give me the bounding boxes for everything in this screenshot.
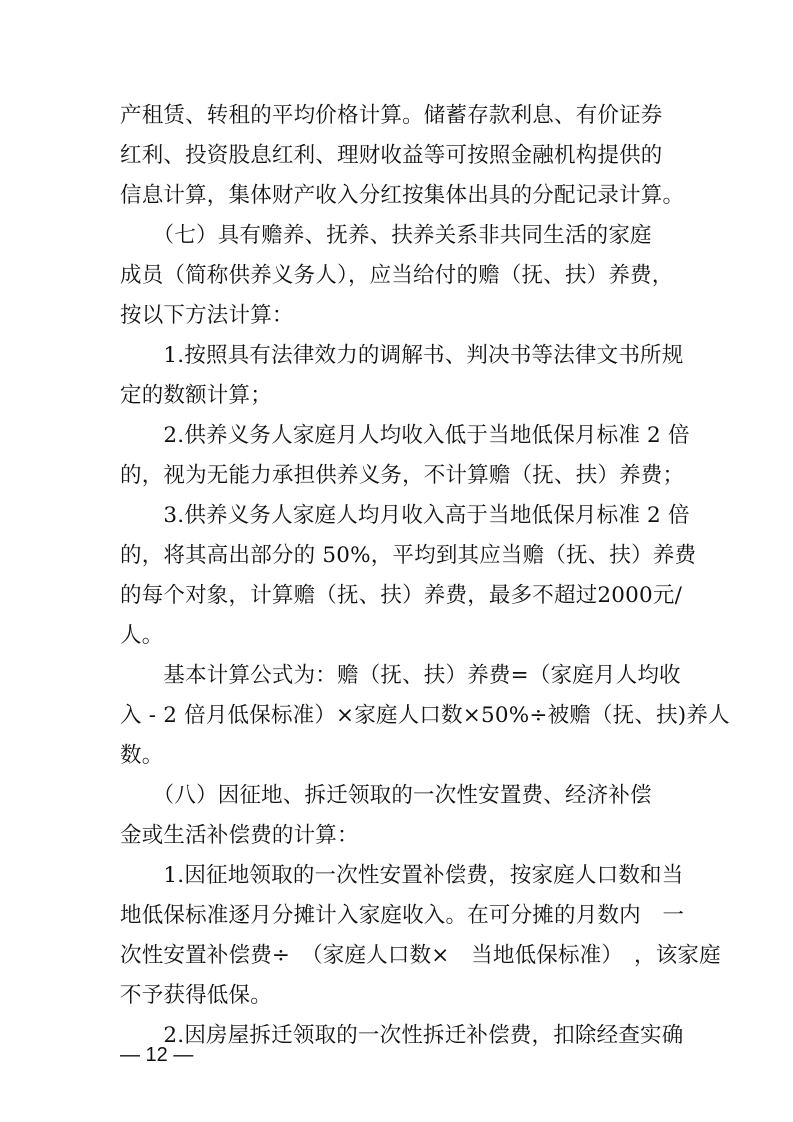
text-line: 3.供养义务人家庭人均月收入高于当地低保月标准 2 倍 [120,503,690,528]
text-line: 2.供养义务人家庭月人均收入低于当地低保月标准 2 倍 [120,423,690,448]
text-line: 次性安置补偿费÷ （家庭人口数× 当地低保标准） ，该家庭 [120,943,721,968]
text-line: 红利、投资股息红利、理财收益等可按照金融机构提供的 [120,143,663,168]
text-line: 定的数额计算； [120,383,272,408]
text-line: 信息计算，集体财产收入分红按集体出具的分配记录计算。 [120,183,685,208]
text-line: 成员（简称供养义务人），应当给付的赡（抚、扶）养费， [120,263,674,288]
text-line: 的每个对象，计算赡（抚、扶）养费，最多不超过2000元/ [120,583,683,608]
document-body [120,96,730,1056]
text-line: 数。 [120,743,164,768]
text-line: 1.因征地领取的一次性安置补偿费，按家庭人口数和当 [120,863,684,888]
text-line: 1.按照具有法律效力的调解书、判决书等法律文书所规 [120,343,684,368]
text-line: 的，将其高出部分的 50%，平均到其应当赡（抚、扶）养费 [120,543,697,568]
text-line: 金或生活补偿费的计算： [120,823,359,848]
text-line: 产租赁、转租的平均价格计算。储蓄存款利息、有价证券 [120,103,663,128]
text-line: 入 - 2 倍月低保标准）×家庭人口数×50%÷被赡（抚、扶)养人 [120,703,730,728]
text-line: 基本计算公式为：赡（抚、扶）养费=（家庭月人均收 [120,663,681,688]
text-line: 地低保标准逐月分摊计入家庭收入。在可分摊的月数内 一 [120,903,685,928]
text-line: 的，视为无能力承担供养义务，不计算赡（抚、扶）养费； [120,463,685,488]
text-line: （八）因征地、拆迁领取的一次性安置费、经济补偿 [120,783,652,808]
text-line: 人。 [120,623,164,648]
page-number: — 12 — [120,1044,194,1066]
text-line: 不予获得低保。 [120,983,272,1008]
text-line: 2.因房屋拆迁领取的一次性拆迁补偿费，扣除经查实确 [120,1023,684,1048]
text-line: 按以下方法计算： [120,303,294,328]
text-line: （七）具有赡养、抚养、扶养关系非共同生活的家庭 [120,223,652,248]
